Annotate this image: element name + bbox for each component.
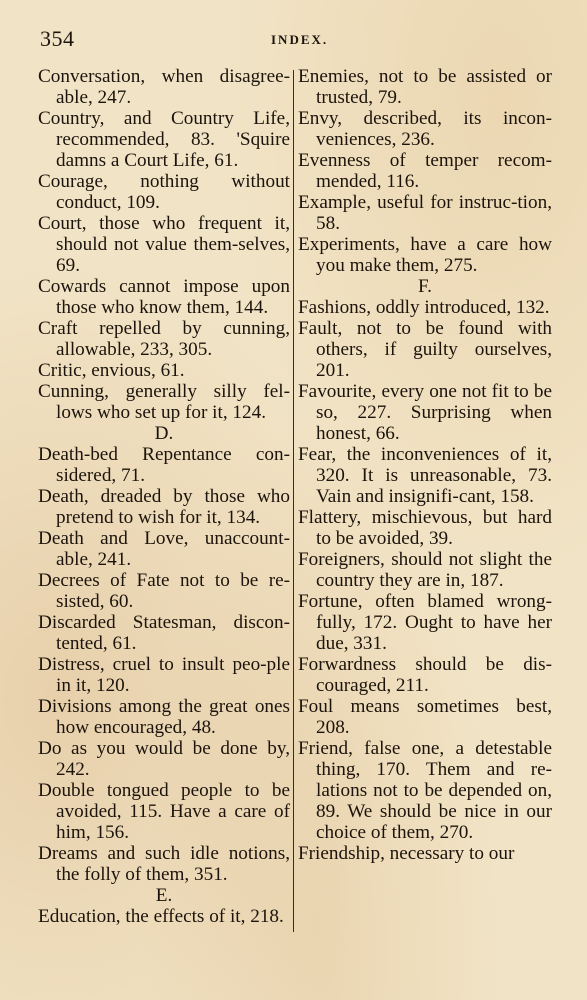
index-entry: Divisions among the great ones how encouraged, 48. <box>38 696 290 738</box>
index-entry: Friendship, necessary to our <box>298 843 515 864</box>
index-entry: Education, the effects of it, 218. <box>38 906 284 927</box>
index-entry: Fashions, oddly introduced, 132. <box>298 297 550 318</box>
index-entry: Death-bed Repentance con-sidered, 71. <box>38 444 290 486</box>
page-number: 354 <box>40 26 75 51</box>
index-entry: Flattery, mischievous, but hard to be avoided, 39. <box>298 507 552 549</box>
index-entry: Fear, the inconveniences of it, 320. It is unreasonable, 73. Vain and insignifi-cant, 158. <box>298 444 552 507</box>
index-entry: Craft repelled by cunning, allowable, 233, 305. <box>38 318 290 360</box>
index-entry: Experiments, have a care how you make them, 275. <box>298 234 552 276</box>
index-entry: Death, dreaded by those who pretend to wish for it, 134. <box>38 486 290 528</box>
section-letter: F. <box>418 276 432 297</box>
index-entry: Distress, cruel to insult peo-ple in it, 120. <box>38 654 290 696</box>
index-entry: Envy, described, its incon-veniences, 236. <box>298 108 552 150</box>
section-letter: D. <box>154 423 174 444</box>
index-entry: Dreams and such idle notions, the folly of them, 351. <box>38 843 290 885</box>
index-entry: Example, useful for instruc-tion, 58. <box>298 192 552 234</box>
section-letter: E. <box>155 885 173 906</box>
index-entry: Foul means sometimes best, 208. <box>298 696 552 738</box>
index-entry: Evenness of temper recom-mended, 116. <box>298 150 552 192</box>
column-divider <box>293 70 294 932</box>
index-entry: Forwardness should be dis-couraged, 211. <box>298 654 552 696</box>
index-entry: Cowards cannot impose upon those who know them, 144. <box>38 276 290 318</box>
index-entry: Fortune, often blamed wrong-fully, 172. Ought to have her due, 331. <box>298 591 552 654</box>
index-entry: Foreigners, should not slight the country they are in, 187. <box>298 549 552 591</box>
index-entry: Fault, not to be found with others, if guilty ourselves, 201. <box>298 318 552 381</box>
index-entry: Friend, false one, a detestable thing, 170. Them and re-lations not to be depended on, 89. We should be nice in our choice of them, 270. <box>298 738 552 843</box>
index-entry: Discarded Statesman, discon-tented, 61. <box>38 612 290 654</box>
index-entry: Country, and Country Life, recommended, 83. 'Squire damns a Court Life, 61. <box>38 108 290 171</box>
index-entry: Conversation, when disagree-able, 247. <box>38 66 290 108</box>
index-entry: Cunning, generally silly fel-lows who set up for it, 124. <box>38 381 290 423</box>
index-column-left <box>38 66 290 927</box>
index-entry: Do as you would be done by, 242. <box>38 738 290 780</box>
index-entry: Critic, envious, 61. <box>38 360 185 381</box>
index-entry: Double tongued people to be avoided, 115. Have a care of him, 156. <box>38 780 290 843</box>
index-entry: Death and Love, unaccount-able, 241. <box>38 528 290 570</box>
index-entry: Decrees of Fate not to be re-sisted, 60. <box>38 570 290 612</box>
index-entry: Courage, nothing without conduct, 109. <box>38 171 290 213</box>
index-entry: Favourite, every one not fit to be so, 227. Surprising when honest, 66. <box>298 381 552 444</box>
index-entry: Enemies, not to be assisted or trusted, 79. <box>298 66 552 108</box>
running-head: INDEX. <box>271 32 329 47</box>
page-header <box>0 26 587 56</box>
index-entry: Court, those who frequent it, should not value them-selves, 69. <box>38 213 290 276</box>
index-column-right <box>298 66 552 864</box>
